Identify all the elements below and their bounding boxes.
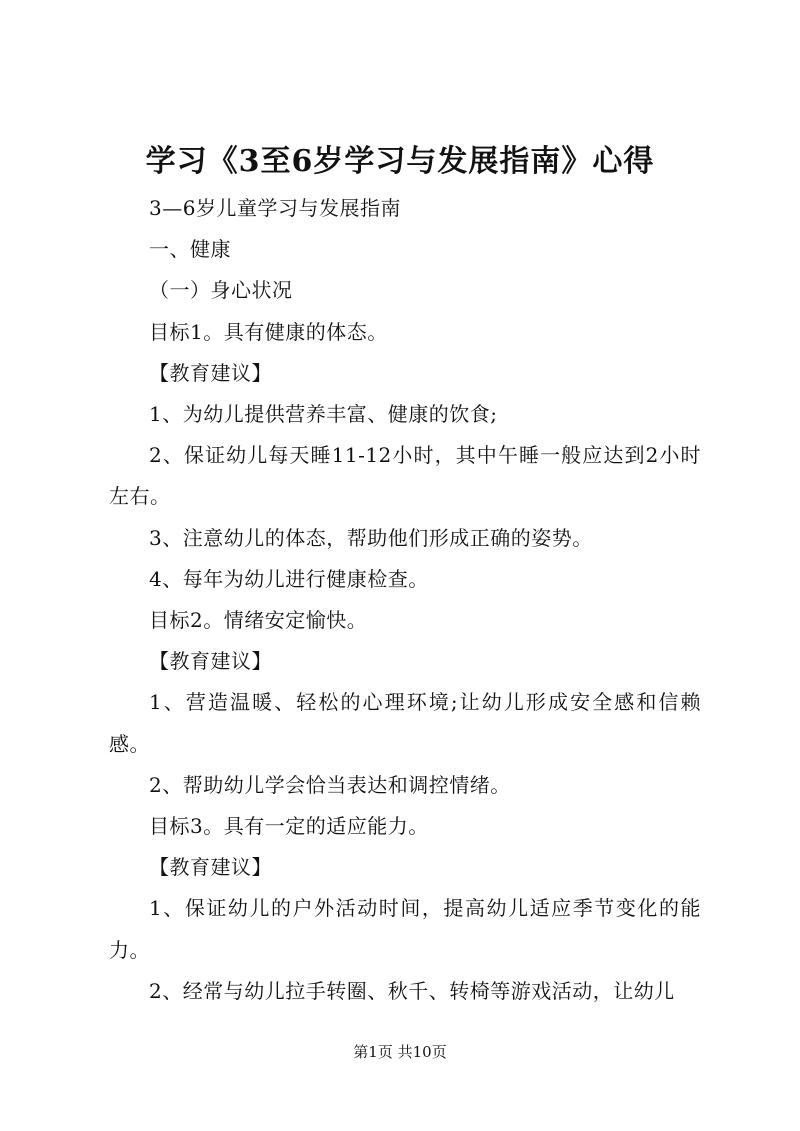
- page-footer: 第1页 共10页: [353, 1043, 447, 1061]
- paragraph-advice-item: 1、保证幼儿的户外活动时间，提高幼儿适应季节变化的能力。: [109, 896, 701, 962]
- paragraph-education-advice: 【教育建议】: [149, 855, 272, 880]
- paragraph-advice-item: 1、为幼儿提供营养丰富、健康的饮食;: [149, 402, 498, 427]
- paragraph-advice-item: 4、每年为幼儿进行健康检查。: [149, 566, 429, 591]
- document-title: 学习《3至6岁学习与发展指南》心得: [145, 144, 655, 179]
- paragraph-section-health: 一、健康: [149, 237, 231, 262]
- paragraph-goal-1: 目标1。具有健康的体态。: [149, 319, 388, 344]
- paragraph-advice-item: 1、营造温暖、轻松的心理环境;让幼儿形成安全感和信赖感。: [109, 690, 701, 756]
- paragraph-advice-item: 2、帮助幼儿学会恰当表达和调控情绪。: [149, 772, 511, 797]
- paragraph-guide-heading: 3—6岁儿童学习与发展指南: [149, 196, 401, 220]
- document-body: [109, 188, 701, 1012]
- paragraph-advice-item: 2、保证幼儿每天睡11-12小时，其中午睡一般应达到2小时左右。: [109, 443, 701, 509]
- paragraph-advice-item: 3、注意幼儿的体态，帮助他们形成正确的姿势。: [149, 525, 593, 550]
- paragraph-subsection-body-mind: （一）身心状况: [149, 278, 293, 303]
- paragraph-education-advice: 【教育建议】: [149, 360, 272, 385]
- paragraph-goal-2: 目标2。情绪安定愉快。: [149, 608, 368, 633]
- paragraph-education-advice: 【教育建议】: [149, 649, 272, 674]
- paragraph-advice-item: 2、经常与幼儿拉手转圈、秋千、转椅等游戏活动，让幼儿: [149, 978, 675, 1003]
- paragraph-goal-3: 目标3。具有一定的适应能力。: [149, 814, 429, 839]
